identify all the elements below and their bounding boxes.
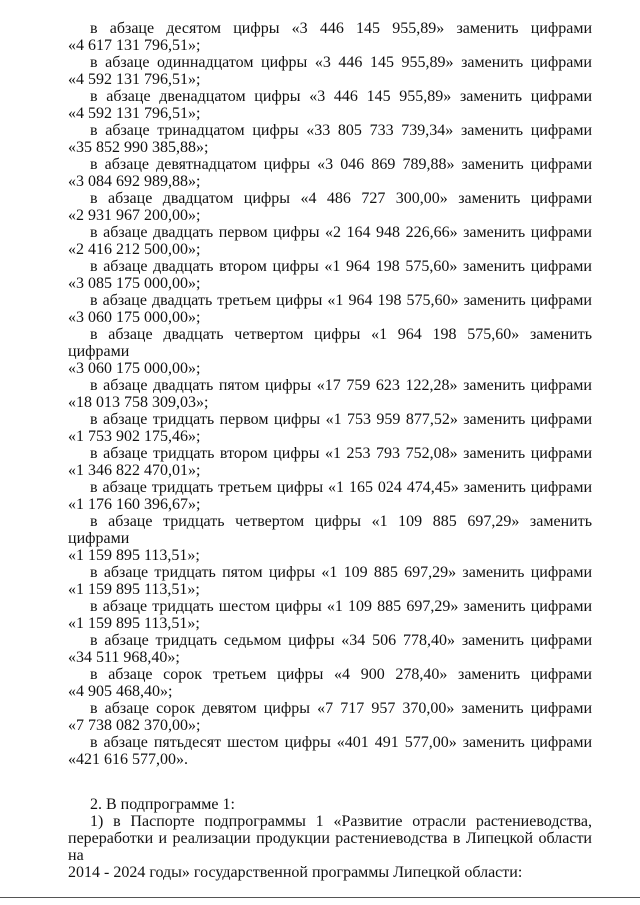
amendment-list <box>68 20 592 768</box>
amendment-item <box>68 326 592 377</box>
amendment-new-value: «421 616 577,00». <box>68 751 188 768</box>
amendment-new-value: «4 592 131 796,51»; <box>68 71 201 88</box>
footer-rule <box>0 897 640 898</box>
amendment-item <box>68 122 592 156</box>
amendment-item <box>68 156 592 190</box>
amendment-new-value: «1 159 895 113,51»; <box>68 581 200 598</box>
amendment-new-value: «34 511 968,40»; <box>68 649 180 666</box>
amendment-text: в абзаце одиннадцатом цифры «3 446 145 955,89» заменить цифрами <box>90 54 592 71</box>
amendment-new-value: «35 852 990 385,88»; <box>68 139 209 156</box>
amendment-text: в абзаце двадцать втором цифры «1 964 198 575,60» заменить цифрами <box>90 258 592 275</box>
amendment-item <box>68 666 592 700</box>
amendment-new-value: «2 416 212 500,00»; <box>68 241 201 258</box>
amendment-text: в абзаце тридцать седьмом цифры «34 506 778,40» заменить цифрами <box>90 632 592 649</box>
amendment-text: в абзаце девятнадцатом цифры «3 046 869 789,88» заменить цифрами <box>90 156 592 173</box>
amendment-text: в абзаце двадцать первом цифры «2 164 948 226,66» заменить цифрами <box>90 224 592 241</box>
amendment-item <box>68 54 592 88</box>
amendment-text: в абзаце тридцать четвертом цифры «1 109 885 697,29» заменить цифрами <box>68 513 592 547</box>
subsection-line-2: переработки и реализации продукции растениеводства в Липецкой области на <box>68 830 592 864</box>
amendment-item <box>68 734 592 768</box>
amendment-new-value: «1 753 902 175,46»; <box>68 428 201 445</box>
amendment-new-value: «7 738 082 370,00»; <box>68 717 201 734</box>
amendment-item <box>68 411 592 445</box>
amendment-new-value: «3 084 692 989,88»; <box>68 173 201 190</box>
amendment-new-value: «18 013 758 309,03»; <box>68 394 209 411</box>
amendment-text: в абзаце сорок девятом цифры «7 717 957 370,00» заменить цифрами <box>90 700 592 717</box>
amendment-new-value: «1 159 895 113,51»; <box>68 547 200 564</box>
subsection-line-1: 1) в Паспорте подпрограммы 1 «Развитие отрасли растениеводства, <box>90 813 592 830</box>
amendment-new-value: «3 060 175 000,00»; <box>68 309 201 326</box>
amendment-new-value: «1 176 160 396,67»; <box>68 496 201 513</box>
amendment-new-value: «1 159 895 113,51»; <box>68 615 200 632</box>
amendment-item <box>68 258 592 292</box>
amendment-text: в абзаце пятьдесят шестом цифры «401 491 577,00» заменить цифрами <box>90 734 592 751</box>
amendment-item <box>68 632 592 666</box>
subsection-paragraph <box>68 813 592 881</box>
amendment-item <box>68 224 592 258</box>
amendment-item <box>68 700 592 734</box>
document-page <box>68 20 592 881</box>
amendment-text: в абзаце тридцать третьем цифры «1 165 024 474,45» заменить цифрами <box>90 479 592 496</box>
amendment-text: в абзаце двадцать четвертом цифры «1 964 198 575,60» заменить цифрами <box>68 326 592 360</box>
amendment-new-value: «4 592 131 796,51»; <box>68 105 201 122</box>
amendment-text: в абзаце тридцать шестом цифры «1 109 885 697,29» заменить цифрами <box>90 598 592 615</box>
amendment-text: в абзаце двадцать пятом цифры «17 759 623 122,28» заменить цифрами <box>90 377 592 394</box>
amendment-text: в абзаце сорок третьем цифры «4 900 278,40» заменить цифрами <box>90 666 592 683</box>
subsection-line-3: 2014 - 2024 годы» государственной программы Липецкой области: <box>68 864 523 881</box>
amendment-item <box>68 20 592 54</box>
amendment-item <box>68 479 592 513</box>
amendment-item <box>68 598 592 632</box>
amendment-new-value: «4 905 468,40»; <box>68 683 173 700</box>
amendment-text: в абзаце тридцать втором цифры «1 253 793 752,08» заменить цифрами <box>90 445 592 462</box>
amendment-new-value: «3 060 175 000,00»; <box>68 360 201 377</box>
amendment-text: в абзаце двадцатом цифры «4 486 727 300,00» заменить цифрами <box>90 190 592 207</box>
section-gap <box>68 768 592 796</box>
amendment-text: в абзаце десятом цифры «3 446 145 955,89» заменить цифрами <box>90 20 592 37</box>
amendment-new-value: «1 346 822 470,01»; <box>68 462 201 479</box>
amendment-text: в абзаце двадцать третьем цифры «1 964 198 575,60» заменить цифрами <box>90 292 592 309</box>
amendment-item <box>68 190 592 224</box>
amendment-item <box>68 377 592 411</box>
amendment-text: в абзаце тринадцатом цифры «33 805 733 739,34» заменить цифрами <box>90 122 592 139</box>
amendment-new-value: «2 931 967 200,00»; <box>68 207 201 224</box>
section-heading: 2. В подпрограмме 1: <box>90 796 235 813</box>
amendment-text: в абзаце двенадцатом цифры «3 446 145 955,89» заменить цифрами <box>90 88 592 105</box>
amendment-item <box>68 88 592 122</box>
amendment-text: в абзаце тридцать первом цифры «1 753 959 877,52» заменить цифрами <box>90 411 592 428</box>
amendment-item <box>68 513 592 564</box>
amendment-new-value: «3 085 175 000,00»; <box>68 275 201 292</box>
amendment-item <box>68 292 592 326</box>
amendment-item <box>68 445 592 479</box>
amendment-item <box>68 564 592 598</box>
amendment-new-value: «4 617 131 796,51»; <box>68 37 201 54</box>
amendment-text: в абзаце тридцать пятом цифры «1 109 885 697,29» заменить цифрами <box>90 564 592 581</box>
